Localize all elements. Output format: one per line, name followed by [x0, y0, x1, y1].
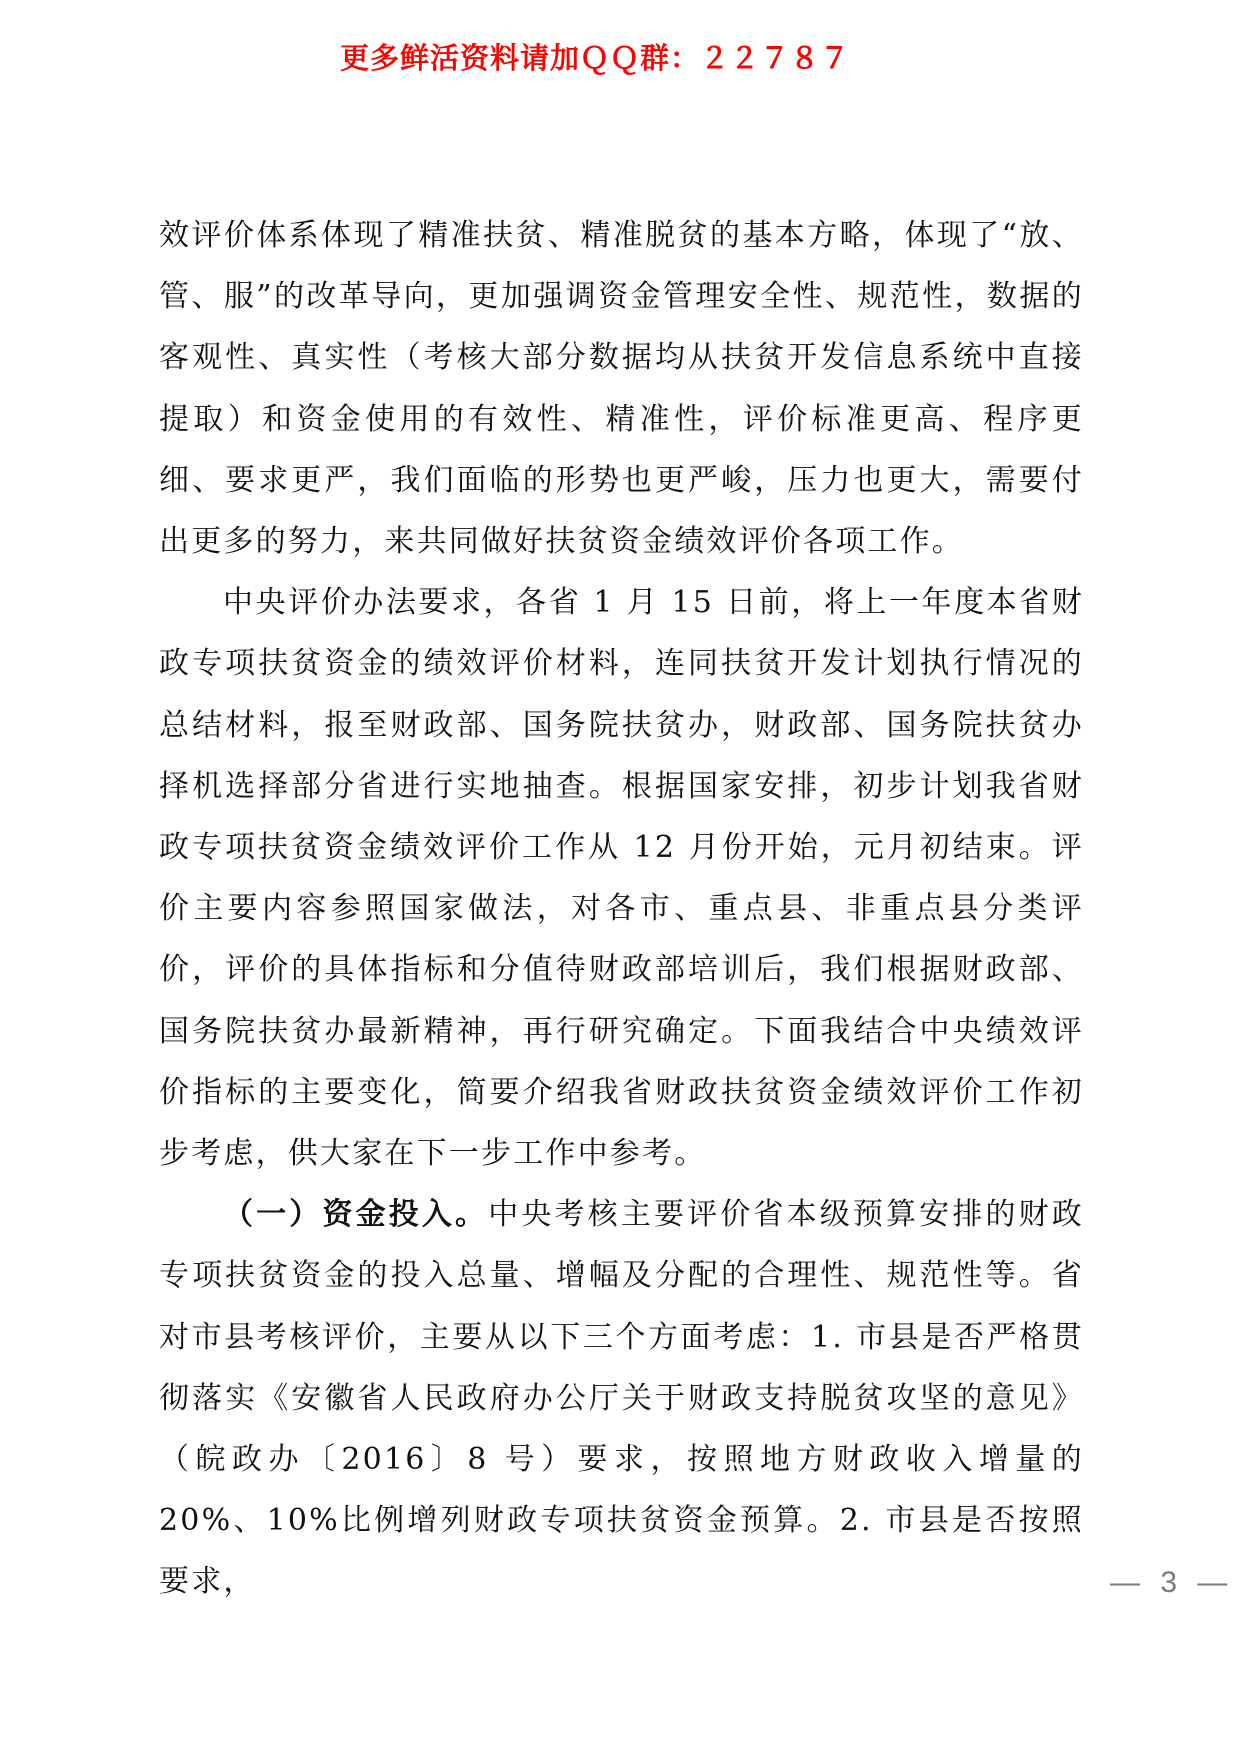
- watermark-banner-text: 更多鲜活资料请加ＱＱ群：２２７８７: [340, 41, 851, 75]
- page-number: — 3 —: [1110, 1566, 1234, 1599]
- paragraph-1: 效评价体系体现了精准扶贫、精准脱贫的基本方略，体现了“放、管、服”的改革导向，更加强调资金管理安全性、规范性，数据的客观性、真实性（考核大部分数据均从扶贫开发信息系统中直接提取）和资金使用的有效性、精准性，评价标准更高、程序更细、要求更严，我们面临的形势也更严峻，压力也更大，需要付出更多的努力，来共同做好扶贫资金绩效评价各项工作。: [159, 218, 1084, 560]
- document-body: [159, 205, 1084, 1613]
- section-heading-funding-input: （一）资金投入。: [223, 1197, 489, 1233]
- paragraph-3: [159, 1184, 1084, 1612]
- paragraph-3-text: 中央考核主要评价省本级预算安排的财政专项扶贫资金的投入总量、增幅及分配的合理性、规范性等。省对市县考核评价，主要从以下三个方面考虑：1. 市县是否严格贯彻落实《安徽省人民政府办公厅关于财政支持脱贫攻坚的意见》（皖政办〔2016〕8 号）要求，按照地方财政收入增量的 20%、10%比例增列财政专项扶贫资金预算。2. 市县是否按照要求，: [159, 1197, 1084, 1600]
- paragraph-2: 中央评价办法要求，各省 1 月 15 日前，将上一年度本省财政专项扶贫资金的绩效评价材料，连同扶贫开发计划执行情况的总结材料，报至财政部、国务院扶贫办，财政部、国务院扶贫办择机选择部分省进行实地抽查。根据国家安排，初步计划我省财政专项扶贫资金绩效评价工作从 12 月份开始，元月初结束。评价主要内容参照国家做法，对各市、重点县、非重点县分类评价，评价的具体指标和分值待财政部培训后，我们根据财政部、国务院扶贫办最新精神，再行研究确定。下面我结合中央绩效评价指标的主要变化，简要介绍我省财政扶贫资金绩效评价工作初步考虑，供大家在下一步工作中参考。: [159, 585, 1084, 1172]
- watermark-banner: [0, 28, 1240, 88]
